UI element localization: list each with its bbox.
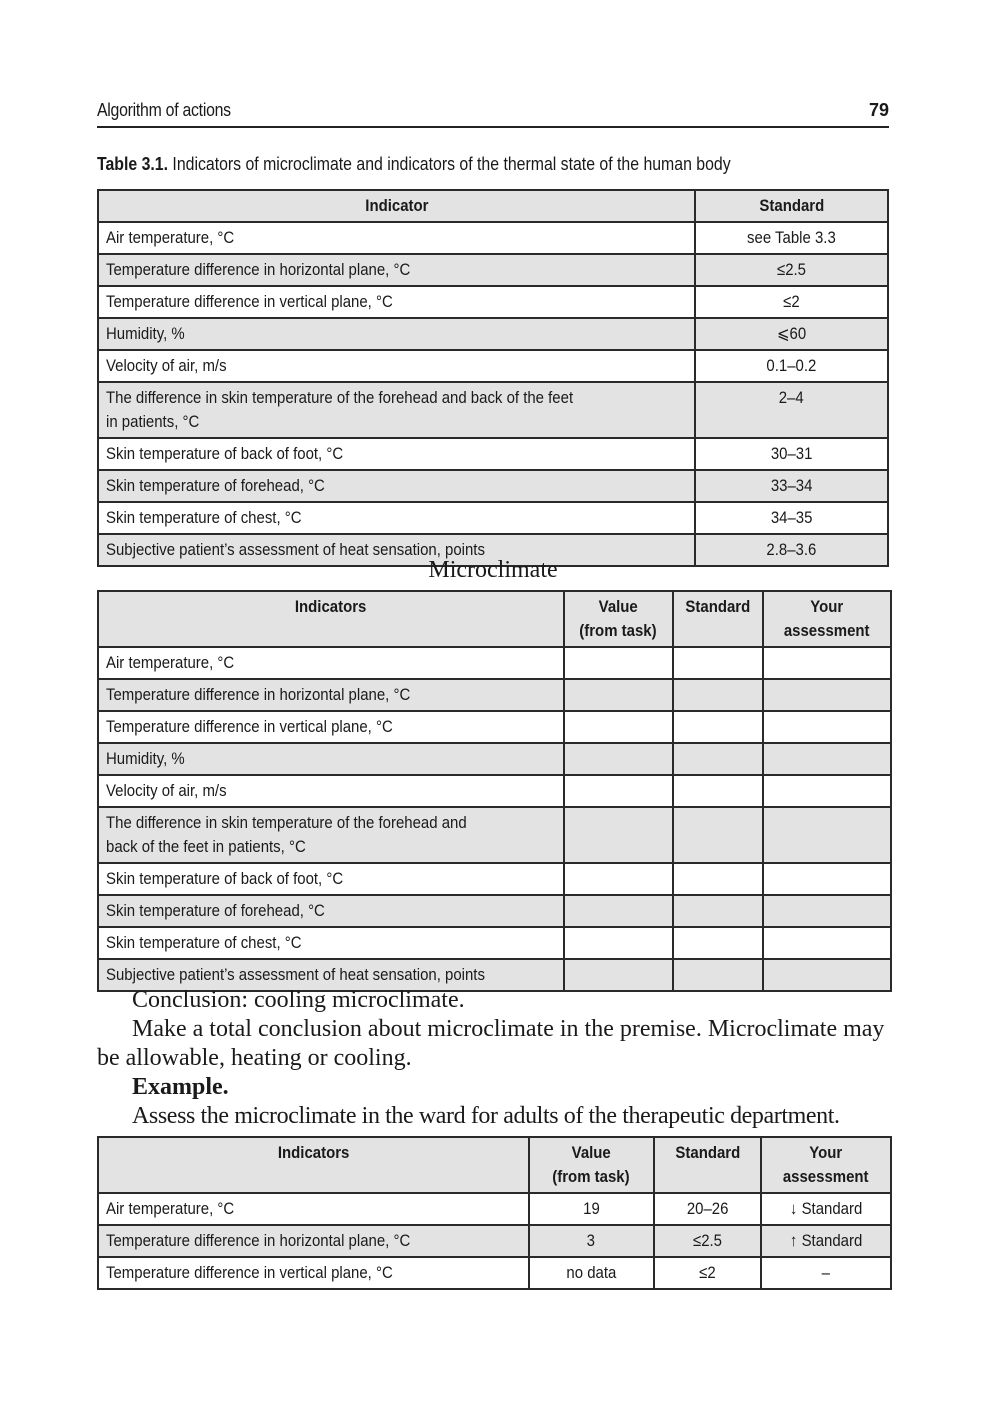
assessment-cell	[763, 895, 891, 927]
standard-cell: 34–35	[695, 502, 888, 534]
column-header-value: Value (from task)	[529, 1137, 654, 1193]
indicator-cell: Air temperature, °C	[98, 222, 695, 254]
standard-cell	[673, 927, 763, 959]
conclusion-paragraph: Conclusion: cooling microclimate.	[132, 987, 465, 1013]
standard-cell: 0.1–0.2	[695, 350, 888, 382]
indicator-cell: Temperature difference in horizontal plane, °C	[98, 679, 564, 711]
example-assessment-table	[97, 1136, 892, 1290]
value-cell	[564, 927, 673, 959]
indicator-cell: Skin temperature of back of foot, °C	[98, 863, 564, 895]
indicator-cell: Velocity of air, m/s	[98, 350, 695, 382]
table-row	[98, 807, 891, 863]
indicator-cell: Temperature difference in vertical plane, °C	[98, 711, 564, 743]
indicator-cell: Skin temperature of chest, °C	[98, 502, 695, 534]
table-row	[98, 382, 888, 438]
table-row	[98, 502, 888, 534]
column-header-indicators: Indicators	[98, 591, 564, 647]
indicator-cell: Temperature difference in horizontal plane, °C	[98, 254, 695, 286]
assessment-cell	[763, 807, 891, 863]
column-header-assessment: Your assessment	[763, 591, 891, 647]
indicator-cell: Skin temperature of forehead, °C	[98, 895, 564, 927]
table-row	[98, 711, 891, 743]
column-header-value: Value (from task)	[564, 591, 673, 647]
indicator-cell: Subjective patient’s assessment of heat sensation, points	[98, 959, 564, 991]
value-cell	[564, 895, 673, 927]
assessment-cell	[763, 711, 891, 743]
table-row	[98, 286, 888, 318]
standard-cell	[673, 711, 763, 743]
standard-cell: see Table 3.3	[695, 222, 888, 254]
column-header-indicators: Indicators	[98, 1137, 529, 1193]
value-cell: 19	[529, 1193, 654, 1225]
table-row	[98, 254, 888, 286]
standard-cell	[673, 679, 763, 711]
indicator-cell: Skin temperature of chest, °C	[98, 927, 564, 959]
table-row	[98, 775, 891, 807]
assessment-cell	[763, 679, 891, 711]
table-caption-text: Indicators of microclimate and indicators of the thermal state of the human body	[168, 154, 731, 174]
standard-cell: 2.8–3.6	[695, 534, 888, 566]
assessment-cell	[763, 863, 891, 895]
assessment-cell	[763, 647, 891, 679]
indicators-standard-table	[97, 189, 889, 567]
standard-cell: 20–26	[654, 1193, 762, 1225]
table-row	[98, 318, 888, 350]
table-row	[98, 927, 891, 959]
table-row	[98, 863, 891, 895]
column-header-standard: Standard	[654, 1137, 762, 1193]
assessment-cell: ↑ Standard	[761, 1225, 891, 1257]
standard-cell	[673, 807, 763, 863]
section-title-microclimate: Microclimate	[428, 557, 558, 583]
table-row	[98, 647, 891, 679]
standard-cell	[673, 895, 763, 927]
assessment-cell: –	[761, 1257, 891, 1289]
table-caption	[97, 154, 731, 175]
table-caption-label: Table 3.1.	[97, 154, 169, 174]
standard-cell: ≤2	[654, 1257, 762, 1289]
indicator-cell: Humidity, %	[98, 318, 695, 350]
indicator-cell: Skin temperature of forehead, °C	[98, 470, 695, 502]
table-row	[98, 1193, 891, 1225]
standard-cell	[673, 647, 763, 679]
table-row	[98, 470, 888, 502]
indicator-cell: The difference in skin temperature of the forehead and back of the feet in patients, °C	[98, 807, 564, 863]
table-row	[98, 679, 891, 711]
indicator-cell: Subjective patient’s assessment of heat sensation, points	[98, 534, 695, 566]
value-cell: no data	[529, 1257, 654, 1289]
instruction-paragraph: Make a total conclusion about microclimate in the premise. Microclimate may be allowable, heating or cooling.	[97, 1016, 885, 1071]
running-title: Algorithm of actions	[97, 100, 231, 120]
standard-cell: 2–4	[695, 382, 888, 438]
indicator-cell: Temperature difference in horizontal plane, °C	[98, 1225, 529, 1257]
table-row	[98, 438, 888, 470]
standard-cell: 33–34	[695, 470, 888, 502]
standard-cell: ≤2.5	[695, 254, 888, 286]
standard-cell	[673, 863, 763, 895]
indicator-cell: Humidity, %	[98, 743, 564, 775]
indicator-cell: Skin temperature of back of foot, °C	[98, 438, 695, 470]
value-cell	[564, 775, 673, 807]
value-cell	[564, 863, 673, 895]
value-cell	[564, 679, 673, 711]
table-row	[98, 222, 888, 254]
indicator-cell: Air temperature, °C	[98, 1193, 529, 1225]
table-row	[98, 1257, 891, 1289]
page-number: 79	[868, 100, 889, 120]
value-cell	[564, 647, 673, 679]
value-cell	[564, 807, 673, 863]
table-row	[98, 895, 891, 927]
standard-cell	[673, 775, 763, 807]
column-header-standard: Standard	[673, 591, 763, 647]
indicator-cell: Temperature difference in vertical plane, °C	[98, 286, 695, 318]
standard-cell: ⩽60	[695, 318, 888, 350]
example-paragraph: Assess the microclimate in the ward for adults of the therapeutic department.	[132, 1103, 840, 1129]
indicator-cell: Velocity of air, m/s	[98, 775, 564, 807]
assessment-cell	[763, 927, 891, 959]
table-row	[98, 1225, 891, 1257]
table-row	[98, 743, 891, 775]
table-header-row	[98, 190, 888, 222]
value-cell: 3	[529, 1225, 654, 1257]
table-header-row	[98, 1137, 891, 1193]
table-row	[98, 350, 888, 382]
indicator-cell: The difference in skin temperature of the forehead and back of the feet in patients, °C	[98, 382, 695, 438]
standard-cell: ≤2.5	[654, 1225, 762, 1257]
microclimate-worksheet-table	[97, 590, 892, 992]
assessment-cell	[763, 743, 891, 775]
assessment-cell: ↓ Standard	[761, 1193, 891, 1225]
column-header-indicator: Indicator	[98, 190, 695, 222]
table-header-row	[98, 591, 891, 647]
value-cell	[564, 743, 673, 775]
standard-cell	[673, 743, 763, 775]
running-header	[97, 98, 889, 128]
column-header-standard: Standard	[695, 190, 888, 222]
assessment-cell	[763, 775, 891, 807]
standard-cell: 30–31	[695, 438, 888, 470]
example-heading: Example.	[132, 1074, 229, 1100]
indicator-cell: Temperature difference in vertical plane, °C	[98, 1257, 529, 1289]
indicator-cell: Air temperature, °C	[98, 647, 564, 679]
value-cell	[564, 711, 673, 743]
column-header-assessment: Your assessment	[761, 1137, 891, 1193]
standard-cell: ≤2	[695, 286, 888, 318]
